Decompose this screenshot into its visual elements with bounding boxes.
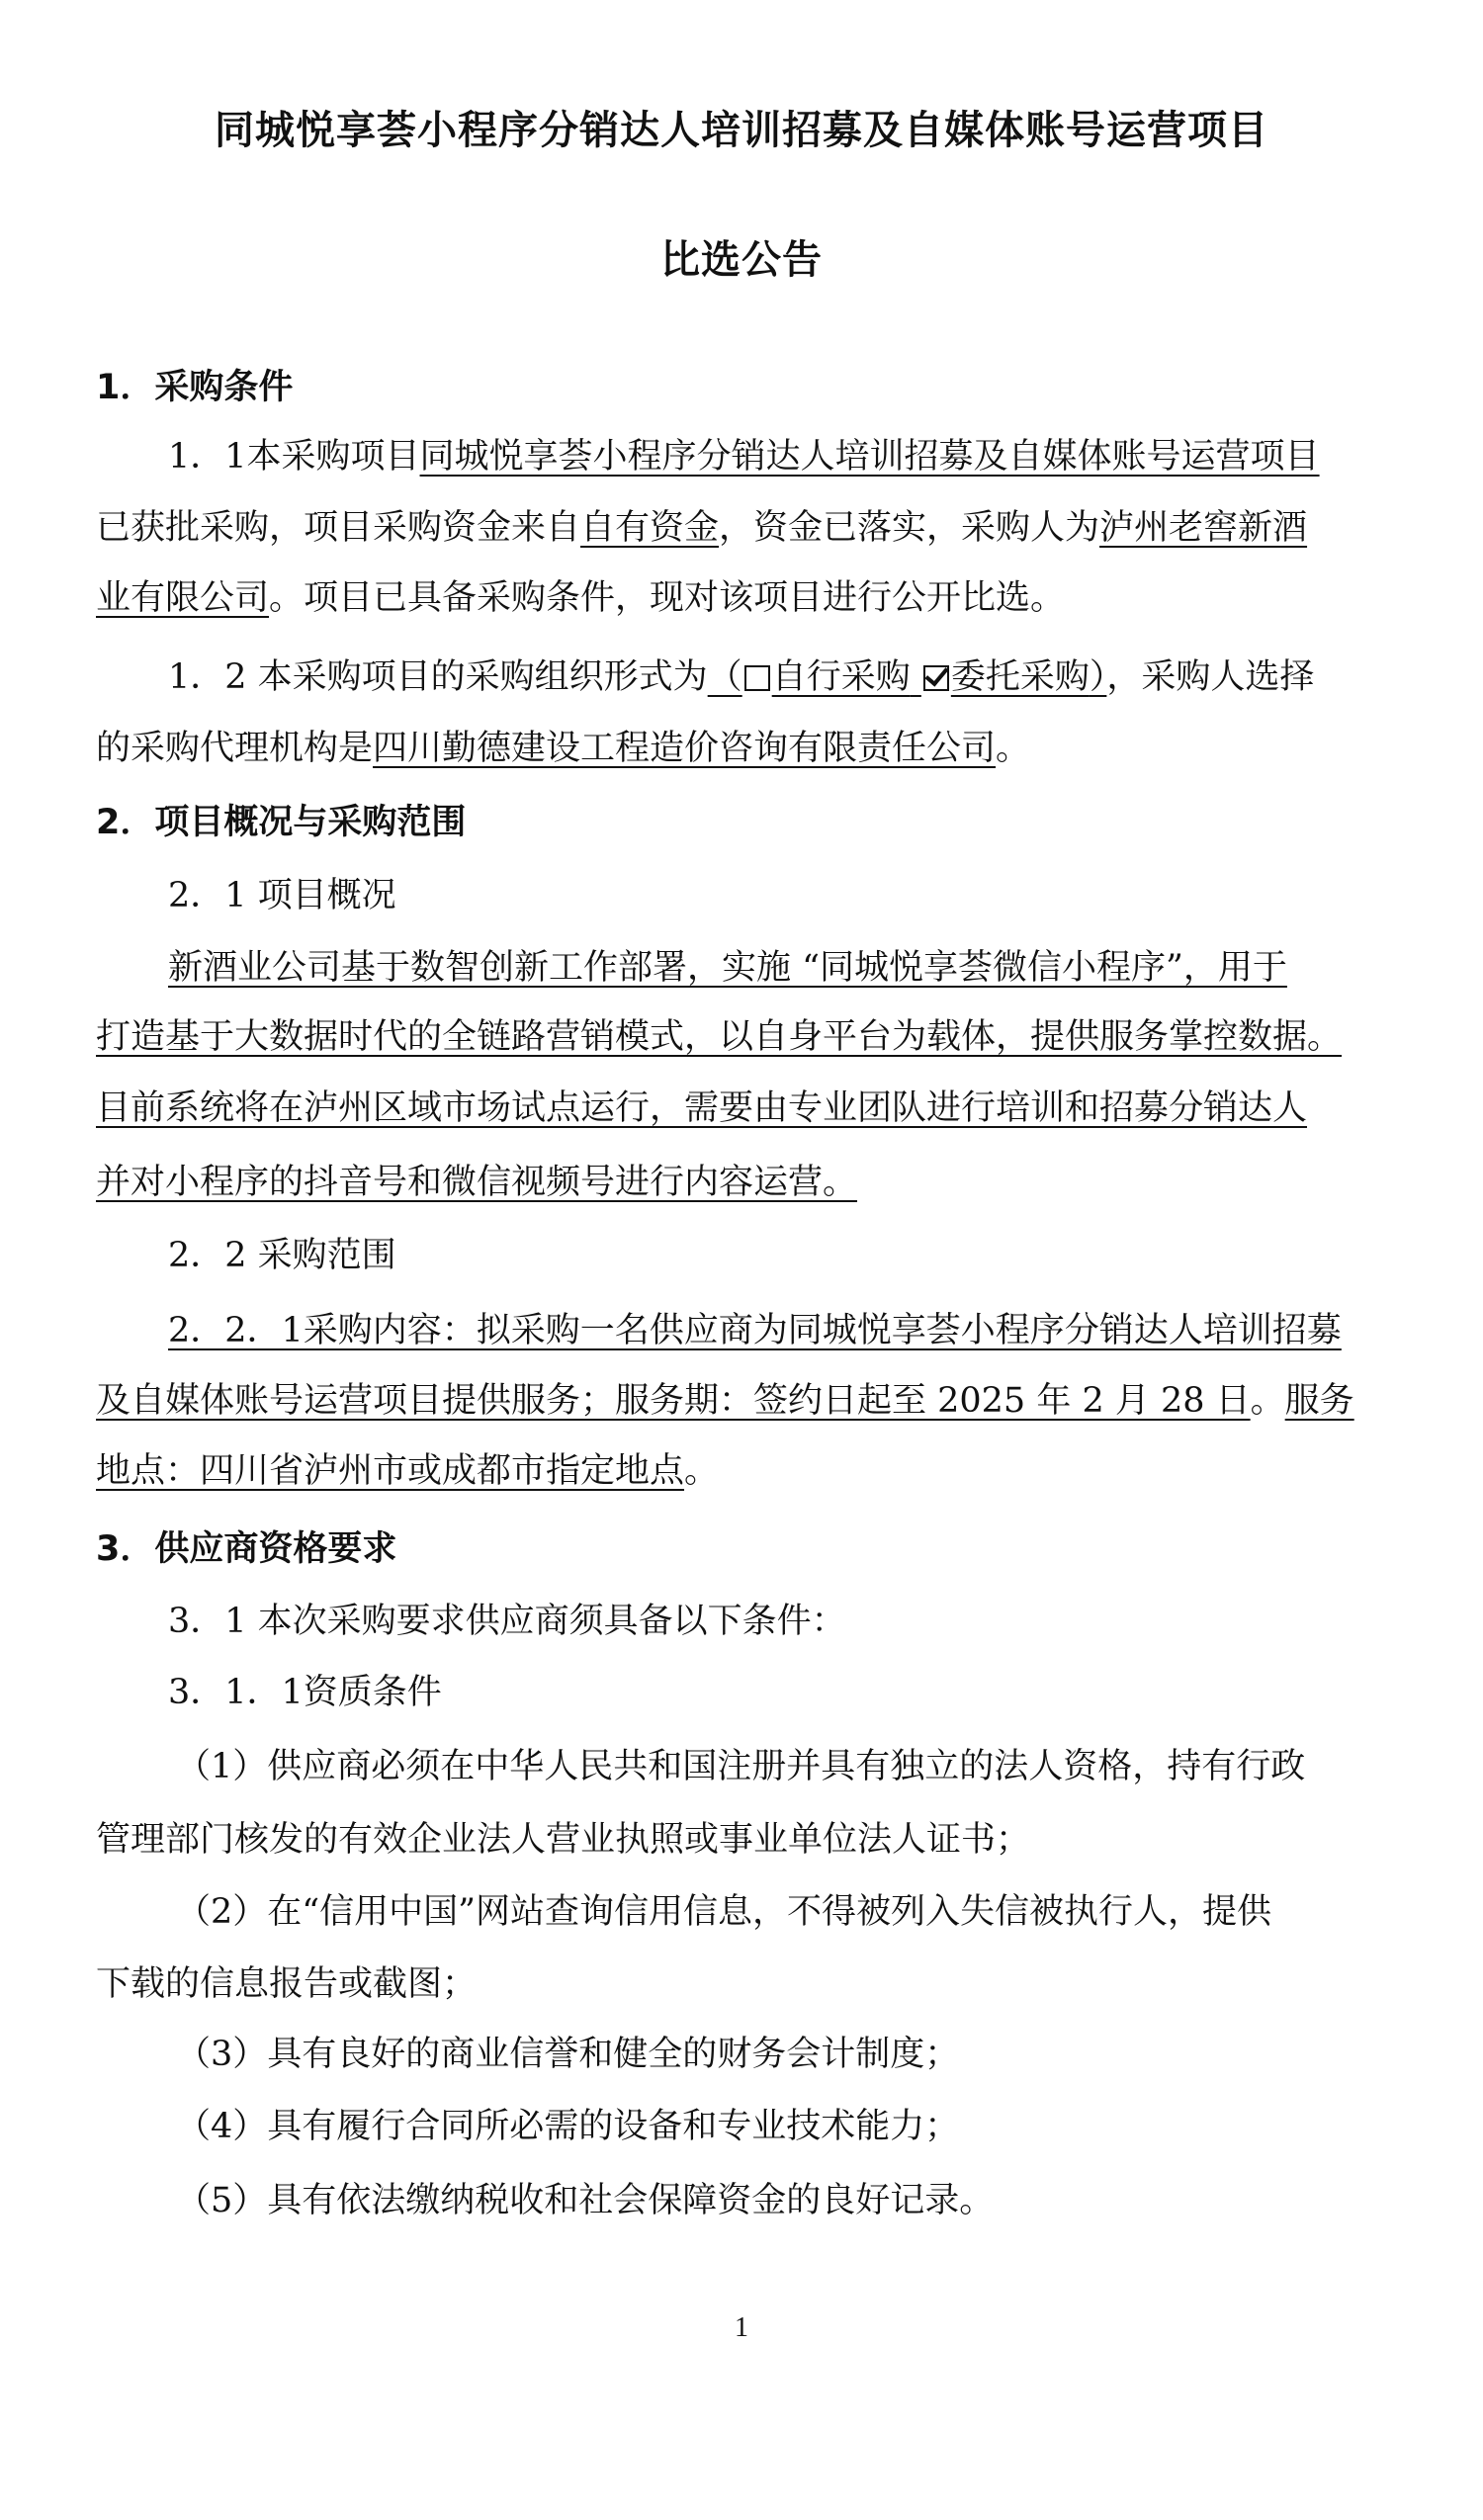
project-name-underlined: 同城悦享荟小程序分销达人培训招募及自媒体账号运营项目 <box>419 437 1320 477</box>
overview-text-underlined: 打造基于大数据时代的全链路营销模式，以自身平台为载体，提供服务掌控数据。 <box>96 1017 1343 1057</box>
text: 1．2 本采购项目的采购组织形式为 <box>168 657 708 697</box>
overview-line <box>96 1012 1394 1062</box>
requirement-4: （4）具有履行合同所必需的设备和专业技术能力； <box>176 2107 960 2146</box>
scope-line3 <box>96 1446 1394 1496</box>
overview-line <box>96 1158 1394 1207</box>
text: 1．1本采购项目 <box>168 437 420 477</box>
close-paren: ） <box>1089 657 1107 697</box>
agency-name-underlined: 四川勤德建设工程造价咨询有限责任公司 <box>373 729 997 768</box>
overview-line <box>168 943 1394 993</box>
paragraph-1-1-line1 <box>168 432 1394 481</box>
purchaser-name-underlined: 泸州老窖新酒 <box>1099 508 1308 548</box>
scope-text-underlined: 及自媒体账号运营项目提供服务；服务期：签约日起至 2025 年 2 月 28 日 <box>96 1381 1251 1421</box>
funding-source-underlined: 自有资金 <box>580 508 720 548</box>
subsection-3-1-1-heading: 3．1．1资质条件 <box>168 1673 442 1712</box>
checkbox-entrusted-procurement-checked-icon <box>923 665 949 691</box>
subsection-2-2-heading: 2．2 采购范围 <box>168 1236 396 1275</box>
page-number: 1 <box>735 2312 748 2343</box>
section-3-heading: 3．供应商资格要求 <box>96 1529 397 1569</box>
paragraph-1-1-line3 <box>96 573 1394 623</box>
scope-line1 <box>168 1306 1394 1355</box>
text: 已获批采购，项目采购资金来自 <box>96 508 581 548</box>
text: 。 <box>1250 1381 1285 1421</box>
scope-location-underlined: 地点：四川省泸州市或成都市指定地点 <box>96 1451 685 1491</box>
requirement-2-line2: 下载的信息报告或截图； <box>96 1964 478 2004</box>
requirement-5: （5）具有依法缴纳税收和社会保障资金的良好记录。 <box>176 2181 995 2220</box>
scope-line2 <box>96 1376 1394 1426</box>
open-paren: （ <box>707 657 742 697</box>
purchaser-name-underlined-cont: 业有限公司 <box>96 578 270 618</box>
section-1-heading: 1．采购条件 <box>96 368 294 407</box>
overview-line <box>96 1084 1394 1133</box>
overview-text-underlined: 目前系统将在泸州区域市场试点运行，需要由专业团队进行培训和招募分销达人 <box>96 1088 1308 1128</box>
subsection-3-1-heading: 3．1 本次采购要求供应商须具备以下条件： <box>168 1602 846 1641</box>
requirement-1-line2: 管理部门核发的有效企业法人营业执照或事业单位法人证书； <box>96 1820 1031 1860</box>
text: ，资金已落实，采购人为 <box>719 508 1100 548</box>
paragraph-1-2-line1 <box>168 652 1394 702</box>
option-entrusted-procurement-label: 委托采购 <box>950 657 1090 697</box>
overview-text-underlined: 并对小程序的抖音号和微信视频号进行内容运营。 <box>96 1163 858 1202</box>
document-title-line1: 同城悦享荟小程序分销达人培训招募及自媒体账号运营项目 <box>215 108 1268 153</box>
section-2-heading: 2．项目概况与采购范围 <box>96 803 467 842</box>
requirement-2-line1: （2）在“信用中国”网站查询信用信息，不得被列入失信被执行人，提供 <box>176 1892 1272 1932</box>
document-title-line2: 比选公告 <box>660 237 823 283</box>
text: 。 <box>996 729 1031 768</box>
paragraph-1-2-line2 <box>96 724 1394 773</box>
paragraph-1-1-line2 <box>96 503 1394 553</box>
requirement-3: （3）具有良好的商业信誉和健全的财务会计制度； <box>176 2035 960 2074</box>
text: 。项目已具备采购条件，现对该项目进行公开比选。 <box>269 578 1066 618</box>
text: 的采购代理机构是 <box>96 729 374 768</box>
scope-text-underlined: 2．2．1采购内容：拟采购一名供应商为同城悦享荟小程序分销达人培训招募 <box>168 1311 1342 1350</box>
text: ，采购人选择 <box>1106 657 1315 697</box>
requirement-1-line1: （1）供应商必须在中华人民共和国注册并具有独立的法人资格，持有行政 <box>176 1747 1306 1786</box>
text: 。 <box>684 1451 720 1491</box>
scope-text-underlined: 服务 <box>1284 1381 1354 1421</box>
subsection-2-1-heading: 2．1 项目概况 <box>168 876 396 915</box>
checkbox-self-procurement-icon <box>744 665 770 691</box>
overview-text-underlined: 新酒业公司基于数智创新工作部署，实施 “同城悦享荟微信小程序”，用于 <box>168 948 1287 988</box>
procurement-form-options <box>708 657 1107 697</box>
option-self-procurement-label: 自行采购 <box>771 657 911 697</box>
